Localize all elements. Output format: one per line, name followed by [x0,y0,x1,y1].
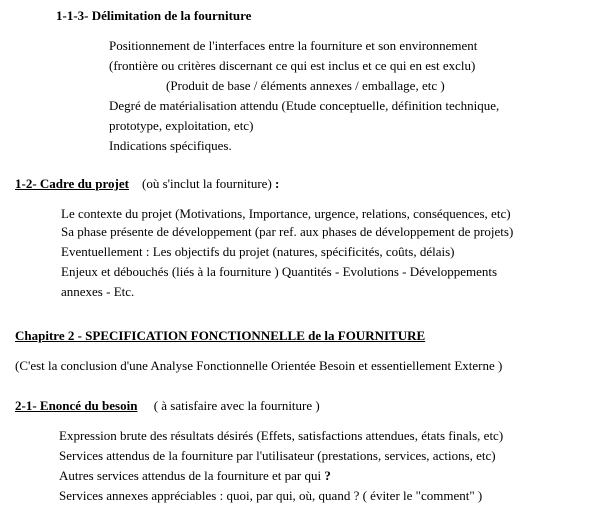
section-113-line: (frontière ou critères discernant ce qui est inclus et ce qui en est exclu) [109,58,476,73]
section-21-line: Expression brute des résultats désirés (Effets, satisfactions attendues, états finals, etc) [59,428,504,443]
section-113-line: Positionnement de l'interfaces entre la fourniture et son environnement [109,38,478,53]
section-12-heading-note: (où s'inclut la fourniture) [142,176,272,191]
section-21-heading-row [15,396,320,416]
section-12-line: Le contexte du projet (Motivations, Importance, urgence, relations, conséquences, etc) [61,206,511,221]
section-21-question-mark: ? [324,468,331,483]
section-21-line: Autres services attendus de la fourniture et par qui [59,468,322,483]
section-113-line: (Produit de base / éléments annexes / emballage, etc ) [166,78,445,93]
section-12-line: annexes - Etc. [61,284,135,299]
section-12-line: Sa phase présente de développement (par ref. aux phases de développement de projets) [61,224,514,239]
section-21-line: Services attendus de la fourniture par l'utilisateur (prestations, services, actions, etc) [59,448,496,463]
section-21-heading: 2-1- Enoncé du besoin [15,398,138,413]
section-12-line: Enjeux et débouchés (liés à la fourniture ) Quantités - Evolutions - Développements [61,264,498,279]
section-21-line-row [59,466,331,486]
section-113-line: Degré de matérialisation attendu (Etude conceptuelle, définition technique, [109,98,500,113]
section-21-heading-note: ( à satisfaire avec la fourniture ) [153,398,320,413]
section-113-line: prototype, exploitation, etc) [109,118,254,133]
chapter-2-intro: (C'est la conclusion d'une Analyse Fonctionnelle Orientée Besoin et essentiellement Externe ) [15,358,503,373]
section-12-line: Eventuellement : Les objectifs du projet (natures, spécificités, coûts, délais) [61,244,455,259]
section-113-line: Indications spécifiques. [109,138,232,153]
section-21-line: Services annexes appréciables : quoi, par qui, où, quand ? ( éviter le "comment" ) [59,488,483,503]
section-12-heading: 1-2- Cadre du projet [15,176,129,191]
chapter-2-heading: Chapitre 2 - SPECIFICATION FONCTIONNELLE de la FOURNITURE [15,328,426,343]
section-12-heading-colon: : [275,176,280,191]
section-113-heading: 1-1-3- Délimitation de la fourniture [56,8,252,23]
section-12-heading-row [15,174,279,194]
